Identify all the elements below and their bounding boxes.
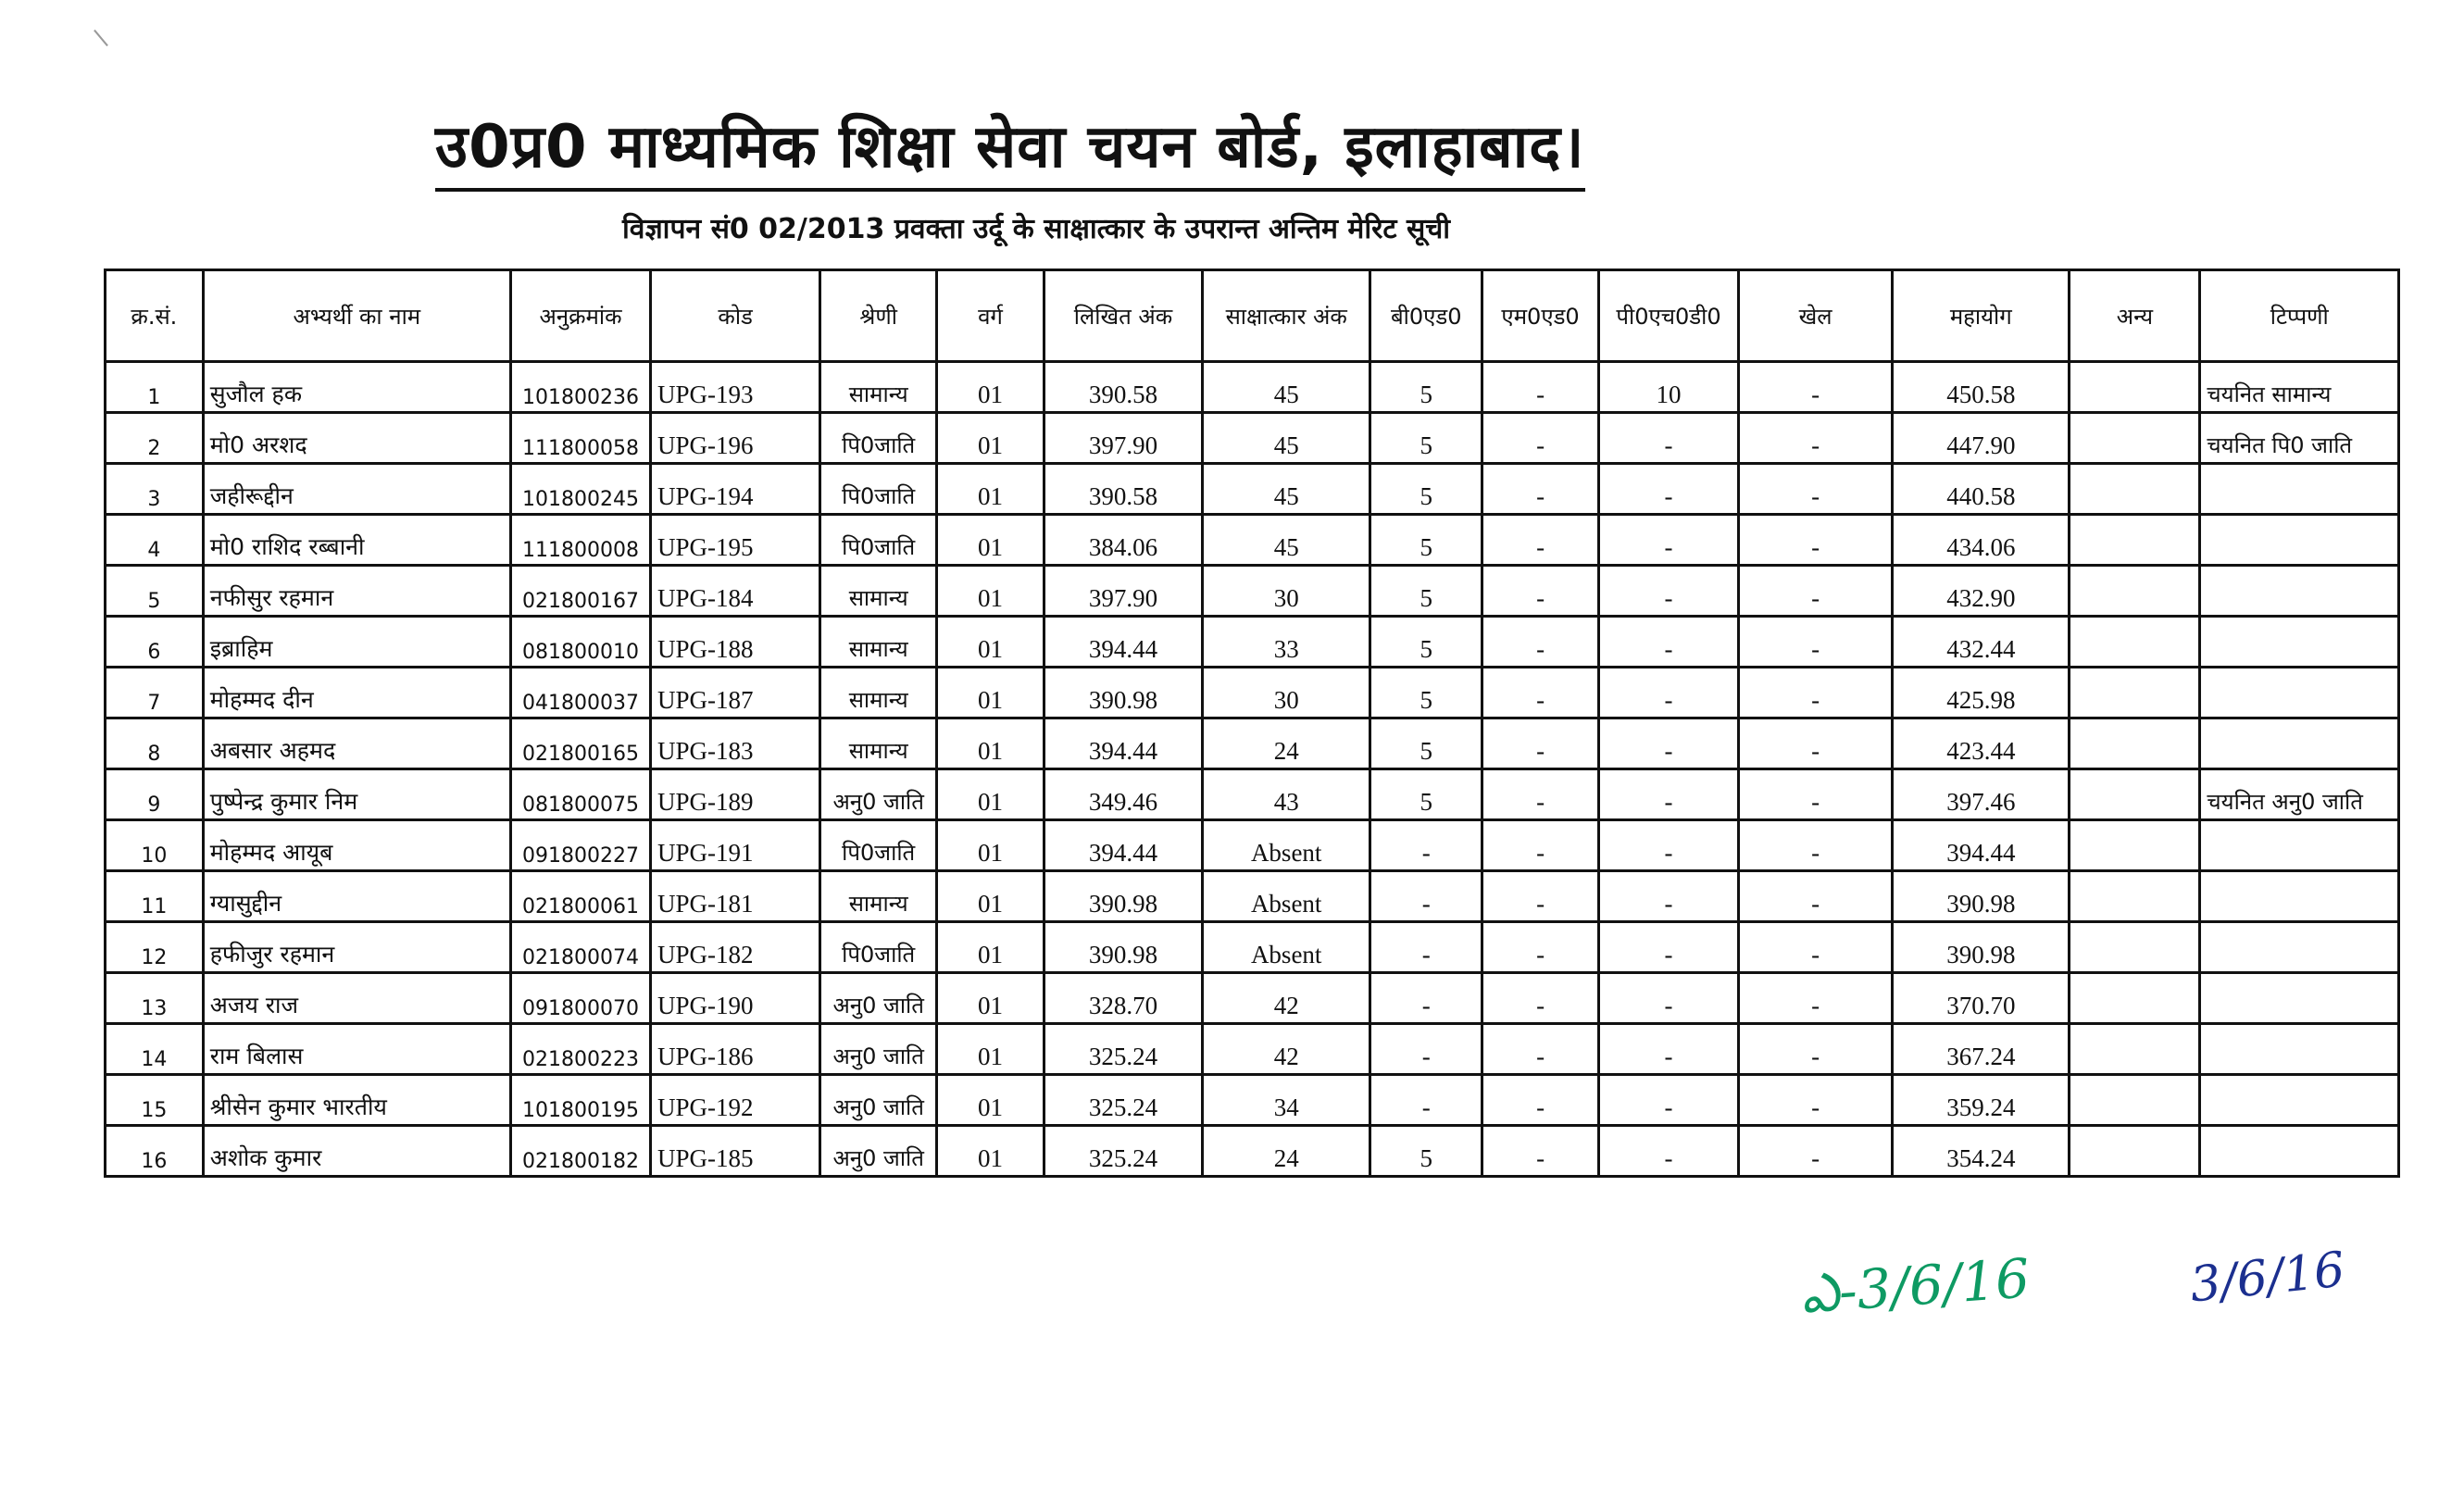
cell-phd: - [1599,1024,1739,1075]
table-row [106,922,2399,973]
cell-interview-marks: 34 [1203,1075,1370,1126]
cell-sports: - [1739,515,1893,566]
signature-green: ఎ-3/6/16 [1798,1246,2032,1326]
cell-written-marks: 394.44 [1044,617,1202,668]
cell-bed: 5 [1370,413,1482,464]
cell-bed: - [1370,871,1482,922]
cell-roll-no: 041800037 [510,668,650,718]
cell-med: - [1482,1075,1599,1126]
cell-med: - [1482,668,1599,718]
cell-class: 01 [937,718,1044,769]
cell-class: 01 [937,871,1044,922]
cell-total: 423.44 [1893,718,2070,769]
cell-other [2070,413,2200,464]
cell-interview-marks: 45 [1203,464,1370,515]
cell-interview-marks: 30 [1203,566,1370,617]
cell-remark [2200,515,2399,566]
cell-other [2070,566,2200,617]
cell-written-marks: 325.24 [1044,1075,1202,1126]
table-row [106,1024,2399,1075]
cell-class: 01 [937,1075,1044,1126]
cell-remark [2200,668,2399,718]
cell-written-marks: 390.98 [1044,871,1202,922]
cell-class: 01 [937,922,1044,973]
page-title: उ0प्र0 माध्यमिक शिक्षा सेवा चयन बोर्ड, इलाहाबाद। [435,104,1585,192]
cell-roll-no: 021800061 [510,871,650,922]
cell-other [2070,769,2200,820]
cell-med: - [1482,413,1599,464]
cell-other [2070,1075,2200,1126]
cell-class: 01 [937,617,1044,668]
cell-remark: चयनित सामान्य [2200,362,2399,413]
cell-serial-no: 14 [106,1024,204,1075]
cell-interview-marks: Absent [1203,871,1370,922]
cell-sports: - [1739,718,1893,769]
cell-candidate-name: ग्यासुद्दीन [203,871,510,922]
table-row [106,668,2399,718]
table-row [106,362,2399,413]
cell-phd: - [1599,1075,1739,1126]
cell-interview-marks: 43 [1203,769,1370,820]
table-row [106,413,2399,464]
cell-code: UPG-188 [651,617,820,668]
cell-other [2070,668,2200,718]
cell-category: पि0जाति [820,820,937,871]
cell-interview-marks: Absent [1203,922,1370,973]
cell-class: 01 [937,515,1044,566]
cell-code: UPG-191 [651,820,820,871]
table-row [106,820,2399,871]
corner-mark [94,30,108,46]
cell-interview-marks: 24 [1203,1126,1370,1177]
cell-interview-marks: 45 [1203,413,1370,464]
cell-written-marks: 390.98 [1044,668,1202,718]
cell-phd: - [1599,922,1739,973]
cell-serial-no: 12 [106,922,204,973]
cell-phd: - [1599,413,1739,464]
cell-code: UPG-182 [651,922,820,973]
cell-total: 434.06 [1893,515,2070,566]
cell-sports: - [1739,973,1893,1024]
cell-interview-marks: 45 [1203,515,1370,566]
cell-candidate-name: मो0 राशिद रब्बानी [203,515,510,566]
column-header-code: कोड [651,270,820,362]
cell-remark [2200,1126,2399,1177]
cell-roll-no: 091800227 [510,820,650,871]
table-row [106,769,2399,820]
cell-phd: - [1599,973,1739,1024]
cell-written-marks: 390.98 [1044,922,1202,973]
cell-category: पि0जाति [820,464,937,515]
cell-serial-no: 4 [106,515,204,566]
cell-total: 447.90 [1893,413,2070,464]
cell-sports: - [1739,1126,1893,1177]
cell-candidate-name: श्रीसेन कुमार भारतीय [203,1075,510,1126]
cell-interview-marks: 24 [1203,718,1370,769]
cell-other [2070,1126,2200,1177]
cell-med: - [1482,922,1599,973]
cell-written-marks: 397.90 [1044,566,1202,617]
cell-serial-no: 11 [106,871,204,922]
cell-med: - [1482,1024,1599,1075]
cell-other [2070,973,2200,1024]
cell-serial-no: 16 [106,1126,204,1177]
cell-remark [2200,718,2399,769]
cell-code: UPG-195 [651,515,820,566]
cell-category: सामान्य [820,566,937,617]
cell-category: पि0जाति [820,413,937,464]
cell-class: 01 [937,362,1044,413]
column-header-class: वर्ग [937,270,1044,362]
column-header-roll-no: अनुक्रमांक [510,270,650,362]
cell-roll-no: 081800075 [510,769,650,820]
cell-roll-no: 091800070 [510,973,650,1024]
cell-serial-no: 10 [106,820,204,871]
cell-total: 450.58 [1893,362,2070,413]
cell-remark [2200,922,2399,973]
cell-candidate-name: मोहम्मद आयूब [203,820,510,871]
cell-bed: 5 [1370,515,1482,566]
cell-candidate-name: जहीरूद्दीन [203,464,510,515]
cell-written-marks: 349.46 [1044,769,1202,820]
cell-category: अनु0 जाति [820,1024,937,1075]
cell-class: 01 [937,1024,1044,1075]
cell-other [2070,1024,2200,1075]
cell-other [2070,820,2200,871]
cell-code: UPG-184 [651,566,820,617]
cell-sports: - [1739,922,1893,973]
cell-remark [2200,871,2399,922]
cell-med: - [1482,464,1599,515]
column-header-interview-marks: साक्षात्कार अंक [1203,270,1370,362]
cell-total: 367.24 [1893,1024,2070,1075]
cell-phd: - [1599,769,1739,820]
header-row [106,270,2399,362]
cell-remark: चयनित पि0 जाति [2200,413,2399,464]
cell-candidate-name: अशोक कुमार [203,1126,510,1177]
cell-phd: - [1599,566,1739,617]
column-header-sports: खेल [1739,270,1893,362]
cell-med: - [1482,362,1599,413]
cell-roll-no: 021800223 [510,1024,650,1075]
cell-written-marks: 384.06 [1044,515,1202,566]
cell-serial-no: 5 [106,566,204,617]
cell-total: 440.58 [1893,464,2070,515]
cell-sports: - [1739,820,1893,871]
cell-roll-no: 021800167 [510,566,650,617]
cell-serial-no: 9 [106,769,204,820]
column-header-total: महायोग [1893,270,2070,362]
cell-interview-marks: 45 [1203,362,1370,413]
cell-total: 432.44 [1893,617,2070,668]
cell-interview-marks: 42 [1203,1024,1370,1075]
cell-serial-no: 2 [106,413,204,464]
cell-total: 370.70 [1893,973,2070,1024]
cell-other [2070,515,2200,566]
cell-written-marks: 325.24 [1044,1126,1202,1177]
cell-bed: 5 [1370,464,1482,515]
cell-code: UPG-181 [651,871,820,922]
cell-written-marks: 394.44 [1044,820,1202,871]
cell-category: सामान्य [820,617,937,668]
column-header-med: एम0एड0 [1482,270,1599,362]
column-header-other: अन्य [2070,270,2200,362]
cell-total: 432.90 [1893,566,2070,617]
cell-med: - [1482,617,1599,668]
cell-code: UPG-192 [651,1075,820,1126]
cell-bed: - [1370,1024,1482,1075]
merit-list-table [104,269,2400,1178]
cell-sports: - [1739,566,1893,617]
cell-code: UPG-194 [651,464,820,515]
cell-candidate-name: इब्राहिम [203,617,510,668]
cell-written-marks: 394.44 [1044,718,1202,769]
cell-total: 359.24 [1893,1075,2070,1126]
cell-sports: - [1739,362,1893,413]
cell-remark [2200,617,2399,668]
cell-written-marks: 325.24 [1044,1024,1202,1075]
cell-phd: - [1599,464,1739,515]
cell-candidate-name: अजय राज [203,973,510,1024]
cell-total: 354.24 [1893,1126,2070,1177]
cell-total: 394.44 [1893,820,2070,871]
cell-written-marks: 390.58 [1044,362,1202,413]
cell-sports: - [1739,871,1893,922]
cell-class: 01 [937,769,1044,820]
cell-total: 390.98 [1893,922,2070,973]
cell-class: 01 [937,820,1044,871]
cell-sports: - [1739,617,1893,668]
cell-code: UPG-189 [651,769,820,820]
cell-serial-no: 1 [106,362,204,413]
column-header-phd: पी0एच0डी0 [1599,270,1739,362]
cell-serial-no: 6 [106,617,204,668]
cell-med: - [1482,769,1599,820]
cell-category: सामान्य [820,871,937,922]
cell-category: अनु0 जाति [820,1075,937,1126]
cell-roll-no: 101800245 [510,464,650,515]
cell-serial-no: 7 [106,668,204,718]
column-header-serial-no: क्र.सं. [106,270,204,362]
cell-remark [2200,566,2399,617]
cell-remark: चयनित अनु0 जाति [2200,769,2399,820]
cell-med: - [1482,515,1599,566]
cell-phd: 10 [1599,362,1739,413]
cell-other [2070,617,2200,668]
cell-bed: - [1370,922,1482,973]
cell-sports: - [1739,1024,1893,1075]
cell-serial-no: 15 [106,1075,204,1126]
cell-roll-no: 101800236 [510,362,650,413]
cell-other [2070,871,2200,922]
cell-remark [2200,973,2399,1024]
cell-code: UPG-185 [651,1126,820,1177]
cell-interview-marks: 30 [1203,668,1370,718]
cell-sports: - [1739,413,1893,464]
table-row [106,871,2399,922]
cell-candidate-name: राम बिलास [203,1024,510,1075]
column-header-written-marks: लिखित अंक [1044,270,1202,362]
cell-category: सामान्य [820,362,937,413]
column-header-remark: टिप्पणी [2200,270,2399,362]
cell-code: UPG-190 [651,973,820,1024]
cell-phd: - [1599,668,1739,718]
table-row [106,718,2399,769]
cell-serial-no: 13 [106,973,204,1024]
cell-class: 01 [937,566,1044,617]
cell-category: अनु0 जाति [820,769,937,820]
cell-sports: - [1739,1075,1893,1126]
table-row [106,515,2399,566]
table-row [106,973,2399,1024]
cell-code: UPG-183 [651,718,820,769]
cell-phd: - [1599,871,1739,922]
cell-other [2070,718,2200,769]
cell-remark [2200,464,2399,515]
cell-category: पि0जाति [820,515,937,566]
cell-phd: - [1599,820,1739,871]
cell-serial-no: 3 [106,464,204,515]
cell-category: सामान्य [820,718,937,769]
cell-class: 01 [937,668,1044,718]
cell-candidate-name: सुजौल हक [203,362,510,413]
cell-med: - [1482,973,1599,1024]
cell-med: - [1482,566,1599,617]
cell-category: अनु0 जाति [820,1126,937,1177]
cell-code: UPG-186 [651,1024,820,1075]
cell-med: - [1482,820,1599,871]
cell-written-marks: 390.58 [1044,464,1202,515]
cell-other [2070,464,2200,515]
cell-med: - [1482,1126,1599,1177]
page-subtitle: विज्ञापन सं0 02/2013 प्रवक्ता उर्दू के साक्षात्कार के उपरान्त अन्तिम मेरिट सूची [622,213,1451,245]
cell-bed: - [1370,820,1482,871]
cell-category: सामान्य [820,668,937,718]
cell-roll-no: 021800182 [510,1126,650,1177]
table-row [106,617,2399,668]
cell-bed: - [1370,1075,1482,1126]
cell-class: 01 [937,413,1044,464]
cell-remark [2200,1024,2399,1075]
cell-written-marks: 328.70 [1044,973,1202,1024]
cell-total: 397.46 [1893,769,2070,820]
cell-class: 01 [937,1126,1044,1177]
cell-roll-no: 111800058 [510,413,650,464]
cell-bed: 5 [1370,718,1482,769]
cell-phd: - [1599,718,1739,769]
cell-category: अनु0 जाति [820,973,937,1024]
table-row [106,1075,2399,1126]
cell-other [2070,362,2200,413]
cell-other [2070,922,2200,973]
column-header-category: श्रेणी [820,270,937,362]
cell-remark [2200,820,2399,871]
cell-roll-no: 021800074 [510,922,650,973]
cell-sports: - [1739,769,1893,820]
cell-bed: 5 [1370,1126,1482,1177]
cell-candidate-name: अबसार अहमद [203,718,510,769]
cell-bed: 5 [1370,362,1482,413]
column-header-candidate-name: अभ्यर्थी का नाम [203,270,510,362]
cell-med: - [1482,871,1599,922]
cell-candidate-name: मोहम्मद दीन [203,668,510,718]
cell-class: 01 [937,464,1044,515]
cell-roll-no: 101800195 [510,1075,650,1126]
cell-roll-no: 111800008 [510,515,650,566]
cell-interview-marks: 42 [1203,973,1370,1024]
column-header-bed: बी0एड0 [1370,270,1482,362]
cell-sports: - [1739,464,1893,515]
cell-roll-no: 081800010 [510,617,650,668]
cell-candidate-name: मो0 अरशद [203,413,510,464]
cell-candidate-name: नफीसुर रहमान [203,566,510,617]
cell-phd: - [1599,515,1739,566]
cell-candidate-name: हफीजुर रहमान [203,922,510,973]
table-row [106,566,2399,617]
cell-med: - [1482,718,1599,769]
cell-interview-marks: 33 [1203,617,1370,668]
cell-class: 01 [937,973,1044,1024]
cell-code: UPG-193 [651,362,820,413]
cell-bed: 5 [1370,617,1482,668]
table-row [106,1126,2399,1177]
cell-code: UPG-187 [651,668,820,718]
cell-code: UPG-196 [651,413,820,464]
cell-interview-marks: Absent [1203,820,1370,871]
cell-phd: - [1599,617,1739,668]
table-row [106,464,2399,515]
cell-phd: - [1599,1126,1739,1177]
signature-blue: 3/6/16 [2187,1242,2348,1314]
cell-serial-no: 8 [106,718,204,769]
cell-sports: - [1739,668,1893,718]
cell-bed: 5 [1370,769,1482,820]
cell-bed: - [1370,973,1482,1024]
cell-remark [2200,1075,2399,1126]
cell-total: 425.98 [1893,668,2070,718]
cell-bed: 5 [1370,566,1482,617]
cell-written-marks: 397.90 [1044,413,1202,464]
cell-candidate-name: पुष्पेन्द्र कुमार निम [203,769,510,820]
cell-category: पि0जाति [820,922,937,973]
cell-bed: 5 [1370,668,1482,718]
cell-total: 390.98 [1893,871,2070,922]
cell-roll-no: 021800165 [510,718,650,769]
